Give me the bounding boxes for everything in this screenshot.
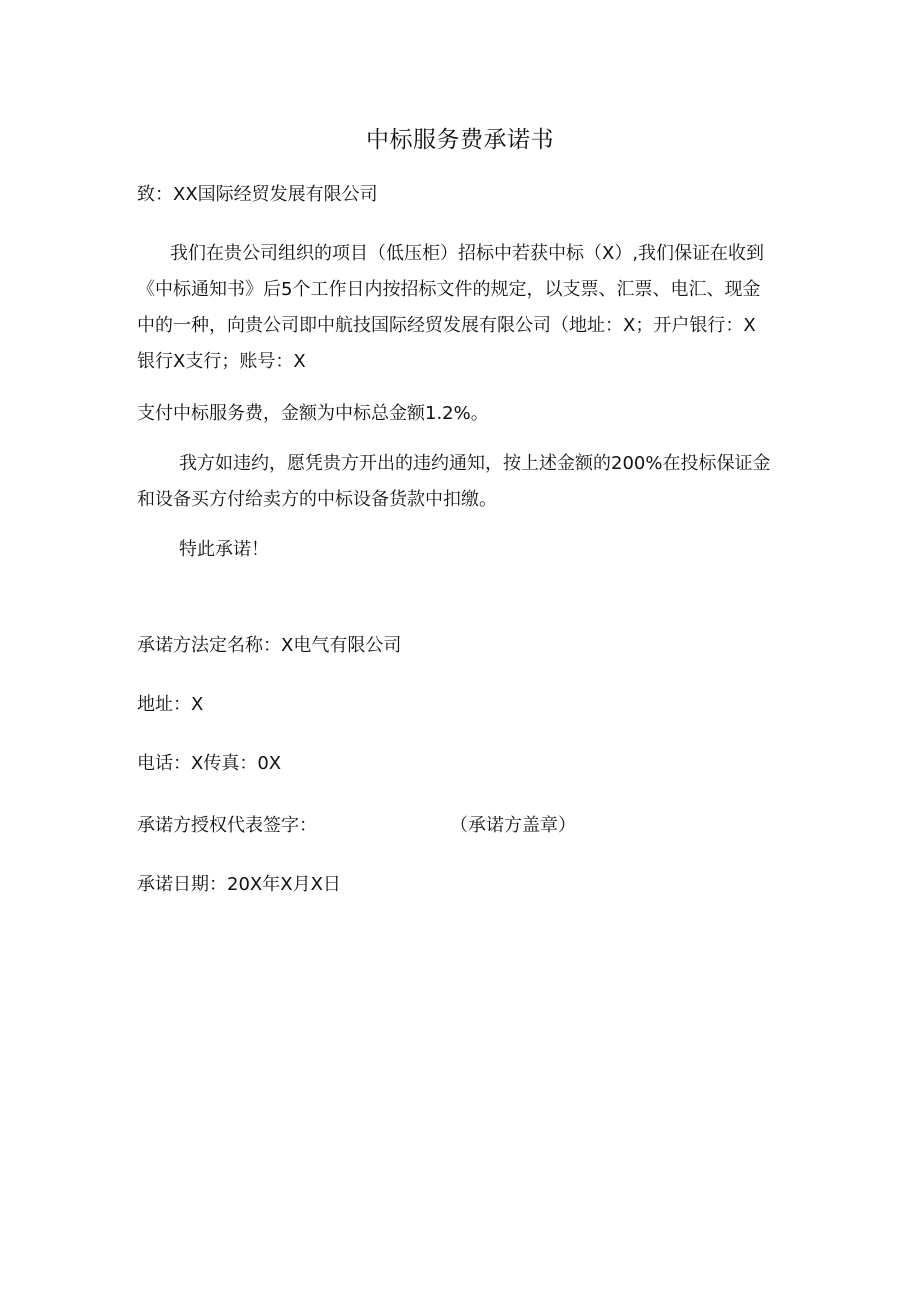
commitment-date: 承诺日期：20X年X月X日 <box>137 874 341 895</box>
paragraph-line: 我方如违约，愿凭贵方开出的违约通知，按上述金额的200%在投标保证金 <box>179 453 771 474</box>
paragraph-line: 《中标通知书》后5个工作日内按招标文件的规定，以支票、汇票、电汇、现金 <box>137 279 761 300</box>
representative-signature-label: 承诺方授权代表签字： <box>137 815 317 836</box>
commitment-paragraph <box>137 236 787 380</box>
greeting-line: 致：XX国际经贸发展有限公司 <box>137 184 378 205</box>
closing-statement: 特此承诺！ <box>179 539 269 560</box>
paragraph-line: 中的一种，向贵公司即中航技国际经贸发展有限公司（地址：X；开户银行：X <box>137 315 756 336</box>
fee-paragraph: 支付中标服务费，金额为中标总金额1.2%。 <box>137 403 489 424</box>
paragraph-line: 我们在贵公司组织的项目（低压柜）招标中若获中标（X）,我们保证在收到 <box>170 243 765 264</box>
promisor-address: 地址：X <box>137 694 204 715</box>
document-title: 中标服务费承诺书 <box>366 127 554 153</box>
promisor-phone: 电话：X传真：0X <box>137 753 282 774</box>
breach-paragraph <box>137 446 787 518</box>
seal-label: （承诺方盖章） <box>450 815 576 836</box>
promisor-name: 承诺方法定名称：X电气有限公司 <box>137 635 402 656</box>
paragraph-line: 和设备买方付给卖方的中标设备货款中扣缴。 <box>137 489 497 510</box>
paragraph-line: 银行X支行；账号：X <box>137 351 306 372</box>
